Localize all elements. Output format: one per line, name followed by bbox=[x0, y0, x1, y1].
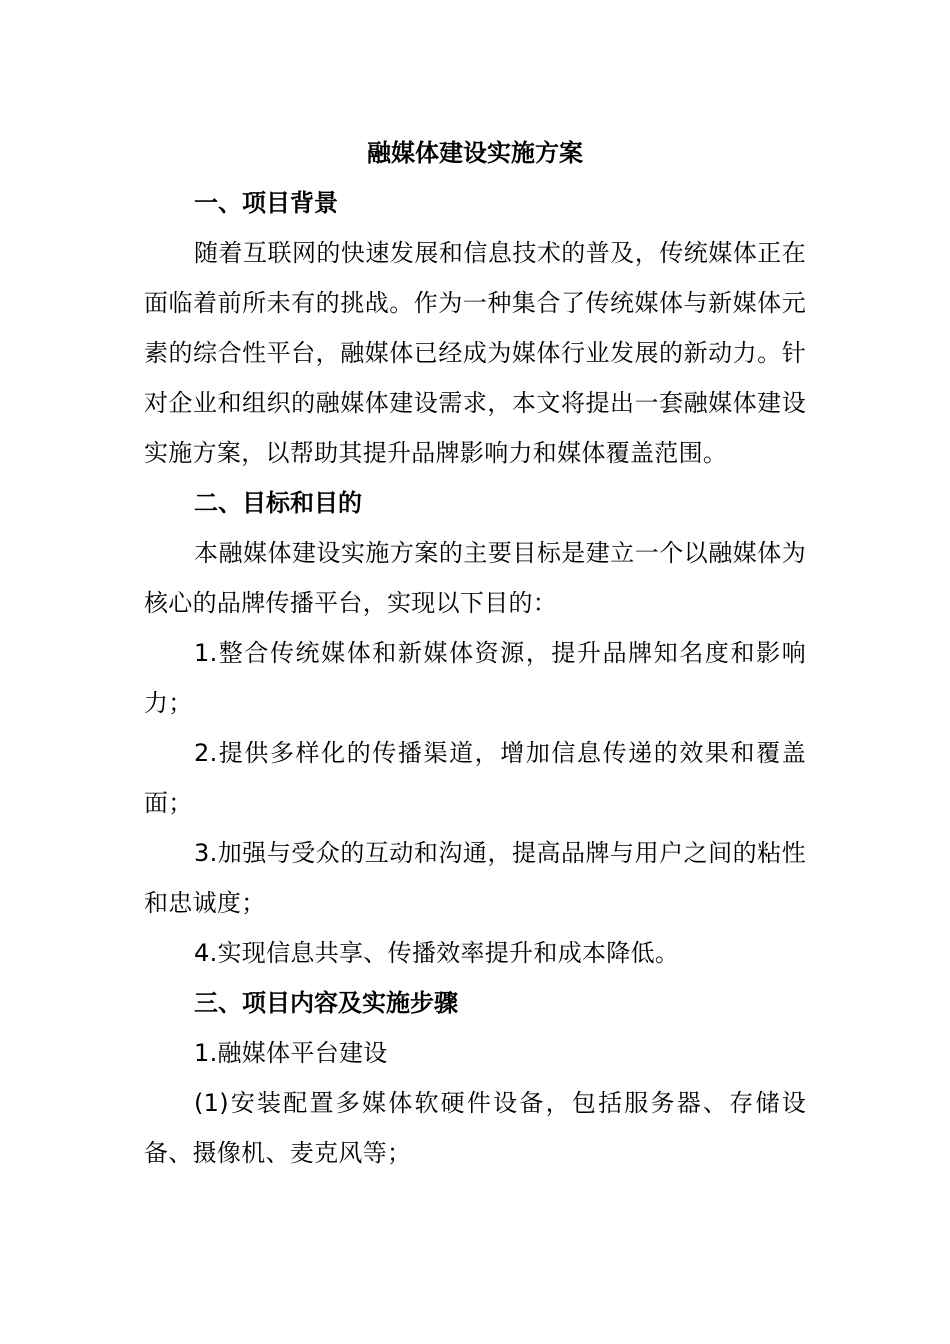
paragraph-goals-intro: 本融媒体建设实施方案的主要目标是建立一个以融媒体为核心的品牌传播平台，实现以下目的： bbox=[144, 539, 806, 617]
document-page bbox=[144, 128, 806, 1178]
section-heading-background: 一、项目背景 bbox=[194, 189, 338, 217]
goal-item-3: 3.加强与受众的互动和沟通，提高品牌与用户之间的粘性和忠诚度； bbox=[144, 839, 806, 917]
step-platform-construction: 1.融媒体平台建设 bbox=[194, 1039, 388, 1067]
goal-item-2: 2.提供多样化的传播渠道，增加信息传递的效果和覆盖面； bbox=[144, 739, 806, 817]
document-title: 融媒体建设实施方案 bbox=[367, 139, 583, 167]
step-install-equipment: (1)安装配置多媒体软硬件设备，包括服务器、存储设备、摄像机、麦克风等； bbox=[144, 1089, 806, 1167]
goal-item-1: 1.整合传统媒体和新媒体资源，提升品牌知名度和影响力； bbox=[144, 639, 806, 717]
goal-item-4: 4.实现信息共享、传播效率提升和成本降低。 bbox=[194, 939, 680, 967]
section-heading-goals: 二、目标和目的 bbox=[194, 489, 362, 517]
paragraph-background: 随着互联网的快速发展和信息技术的普及，传统媒体正在面临着前所未有的挑战。作为一种集合了传统媒体与新媒体元素的综合性平台，融媒体已经成为媒体行业发展的新动力。针对企业和组织的融媒体建设需求，本文将提出一套融媒体建设实施方案，以帮助其提升品牌影响力和媒体覆盖范围。 bbox=[144, 239, 806, 467]
section-heading-content-steps: 三、项目内容及实施步骤 bbox=[194, 989, 458, 1017]
